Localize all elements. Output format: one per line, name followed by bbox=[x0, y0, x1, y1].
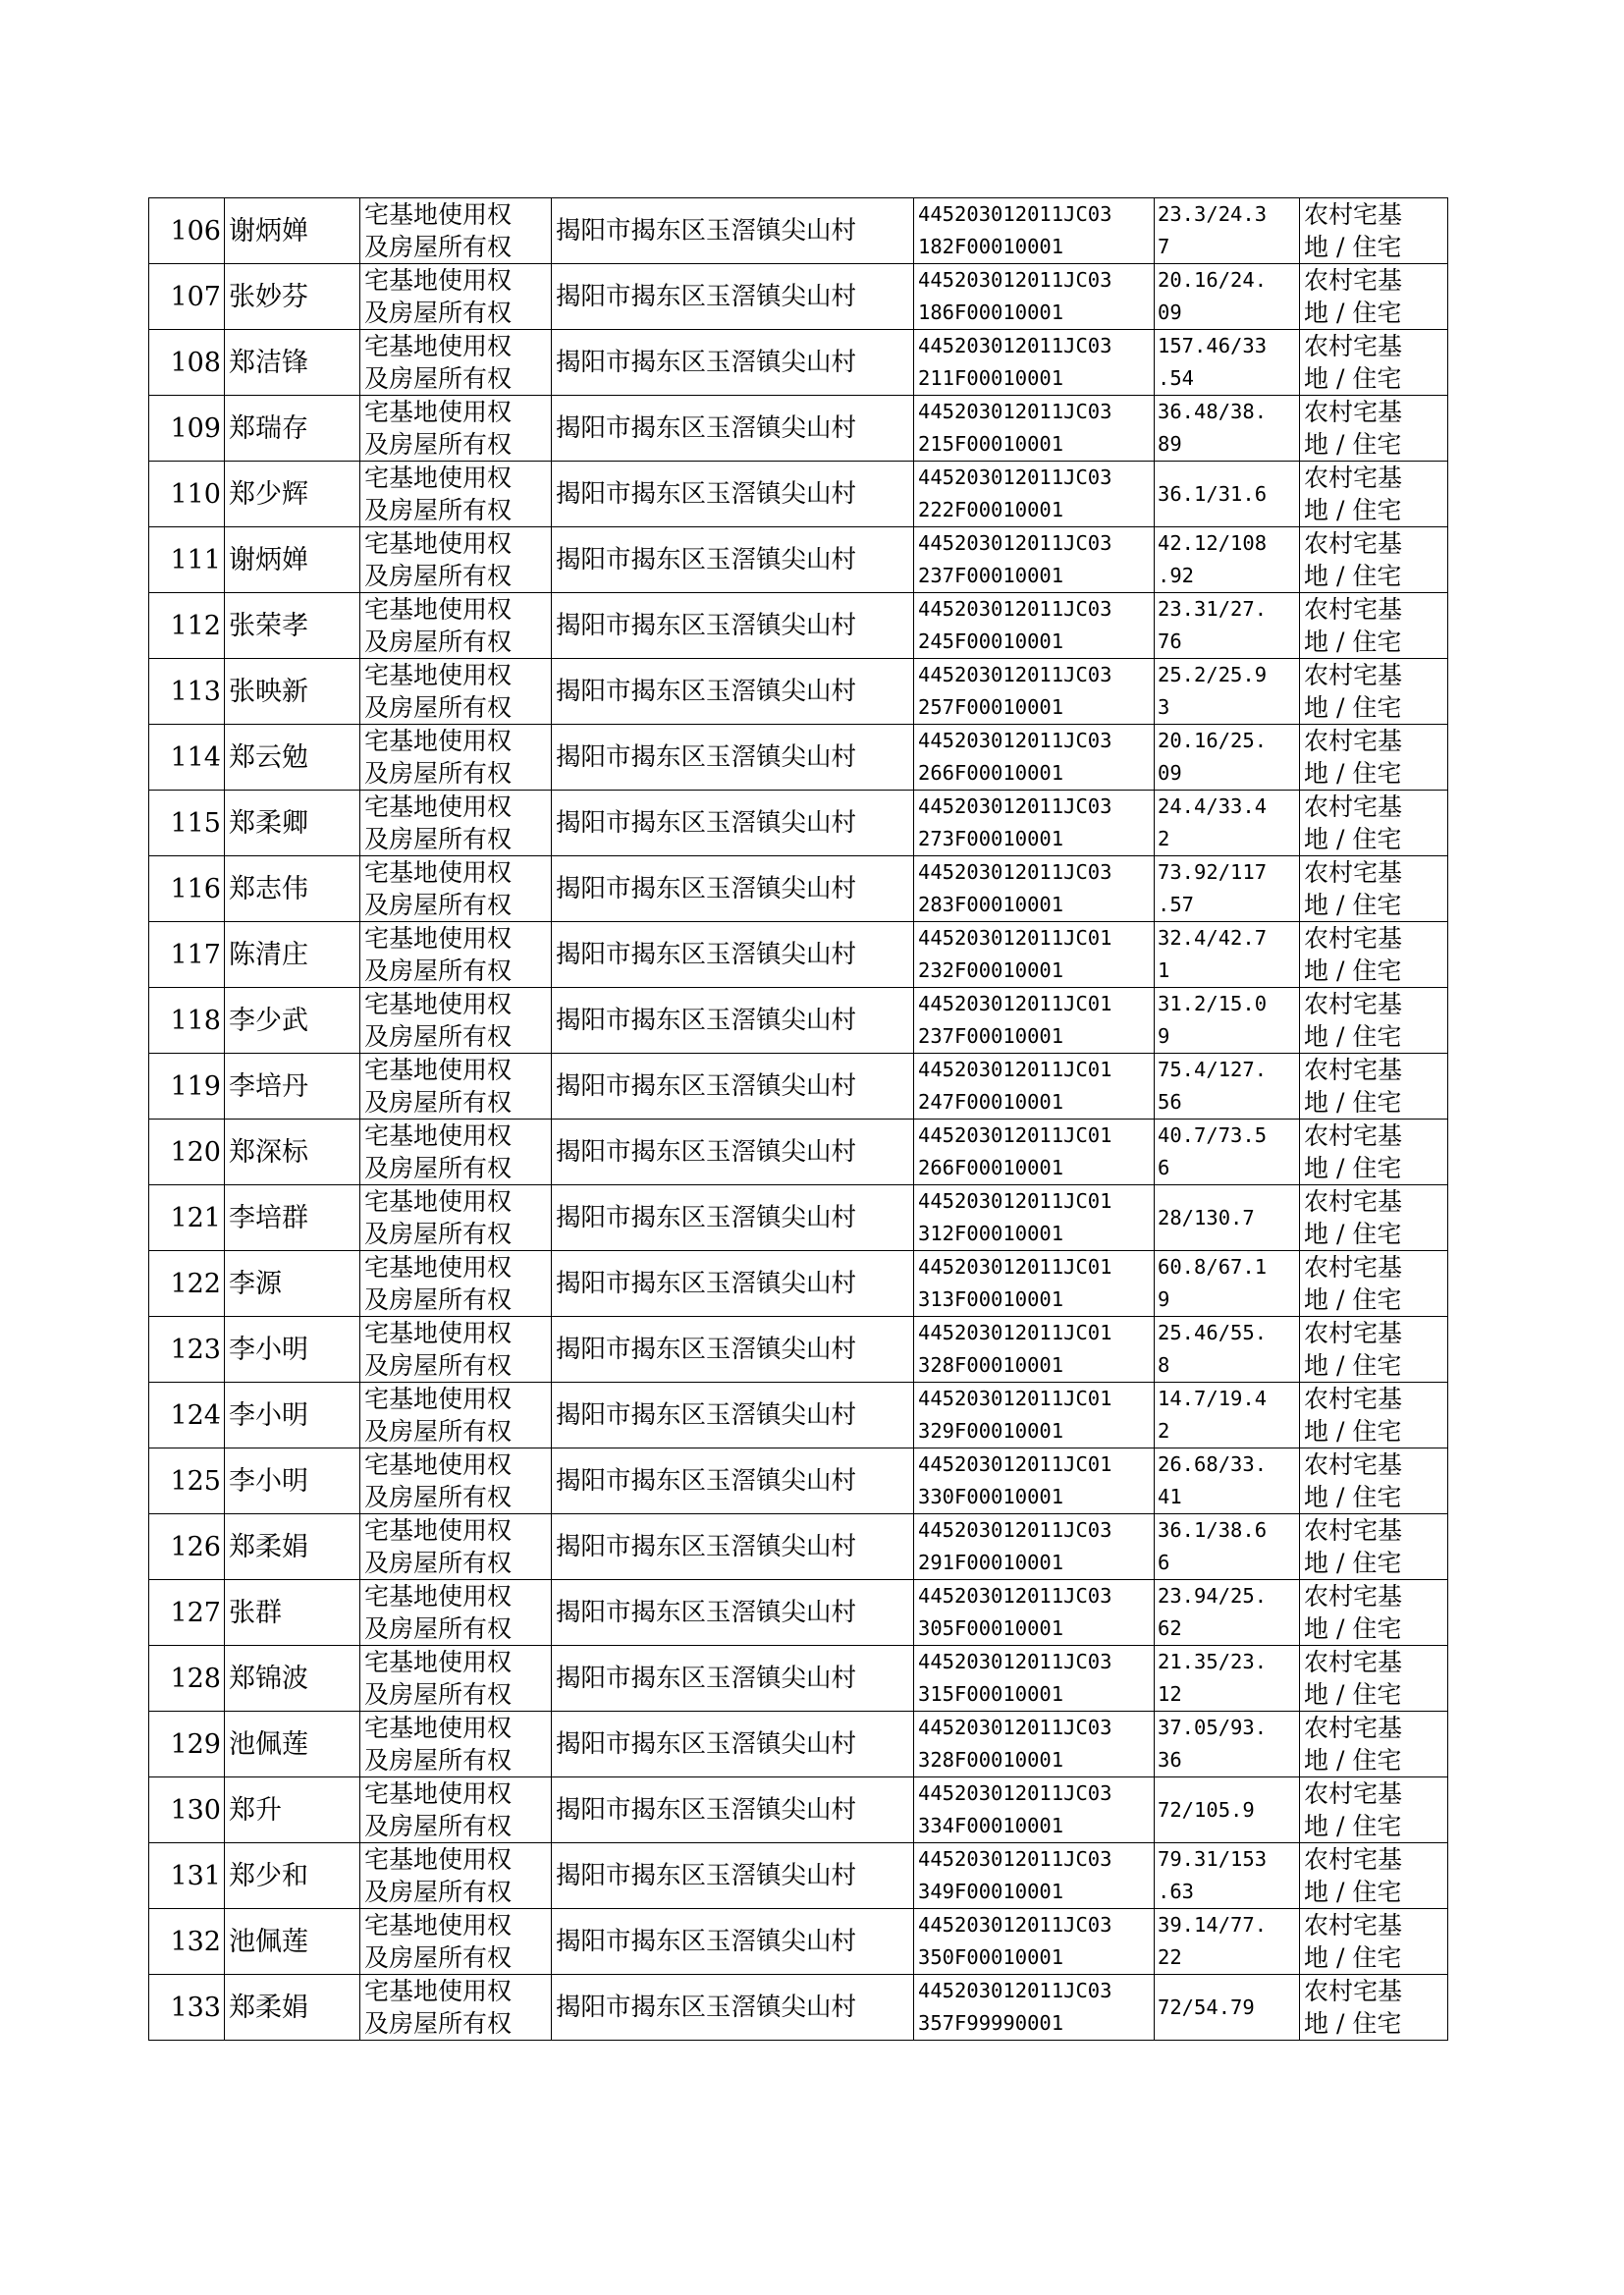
area-cell: 72/54.79 bbox=[1155, 1975, 1300, 2041]
right-type-cell: 宅基地使用权 及房屋所有权 bbox=[360, 1120, 552, 1185]
land-use-cell: 农村宅基 地 / 住宅 bbox=[1300, 1646, 1448, 1712]
row-number-cell: 117 bbox=[149, 922, 225, 988]
right-type-cell: 宅基地使用权 及房屋所有权 bbox=[360, 659, 552, 725]
location-cell: 揭阳市揭东区玉滘镇尖山村 bbox=[552, 791, 914, 856]
right-type-cell: 宅基地使用权 及房屋所有权 bbox=[360, 1317, 552, 1383]
land-use-cell: 农村宅基 地 / 住宅 bbox=[1300, 1120, 1448, 1185]
owner-name-cell: 谢炳婵 bbox=[225, 527, 360, 593]
right-type-cell: 宅基地使用权 及房屋所有权 bbox=[360, 1054, 552, 1120]
row-number-cell: 125 bbox=[149, 1448, 225, 1514]
property-code-cell: 445203012011JC03 237F00010001 bbox=[914, 527, 1155, 593]
owner-name-cell: 李源 bbox=[225, 1251, 360, 1317]
right-type-cell: 宅基地使用权 及房屋所有权 bbox=[360, 988, 552, 1054]
row-number-cell: 108 bbox=[149, 330, 225, 396]
row-number-cell: 109 bbox=[149, 396, 225, 462]
row-number-cell: 116 bbox=[149, 856, 225, 922]
area-cell: 25.46/55. 8 bbox=[1155, 1317, 1300, 1383]
row-number-cell: 131 bbox=[149, 1843, 225, 1909]
location-cell: 揭阳市揭东区玉滘镇尖山村 bbox=[552, 198, 914, 264]
table-row bbox=[149, 659, 1448, 725]
owner-name-cell: 张映新 bbox=[225, 659, 360, 725]
property-code-cell: 445203012011JC03 273F00010001 bbox=[914, 791, 1155, 856]
owner-name-cell: 郑洁锋 bbox=[225, 330, 360, 396]
owner-name-cell: 李培丹 bbox=[225, 1054, 360, 1120]
location-cell: 揭阳市揭东区玉滘镇尖山村 bbox=[552, 725, 914, 791]
location-cell: 揭阳市揭东区玉滘镇尖山村 bbox=[552, 593, 914, 659]
property-code-cell: 445203012011JC03 257F00010001 bbox=[914, 659, 1155, 725]
right-type-cell: 宅基地使用权 及房屋所有权 bbox=[360, 791, 552, 856]
property-code-cell: 445203012011JC03 328F00010001 bbox=[914, 1712, 1155, 1777]
land-use-cell: 农村宅基 地 / 住宅 bbox=[1300, 1843, 1448, 1909]
location-cell: 揭阳市揭东区玉滘镇尖山村 bbox=[552, 922, 914, 988]
area-cell: 32.4/42.7 1 bbox=[1155, 922, 1300, 988]
property-code-cell: 445203012011JC03 186F00010001 bbox=[914, 264, 1155, 330]
location-cell: 揭阳市揭东区玉滘镇尖山村 bbox=[552, 1185, 914, 1251]
table-row bbox=[149, 1383, 1448, 1448]
location-cell: 揭阳市揭东区玉滘镇尖山村 bbox=[552, 462, 914, 527]
row-number-cell: 133 bbox=[149, 1975, 225, 2041]
land-use-cell: 农村宅基 地 / 住宅 bbox=[1300, 1448, 1448, 1514]
land-use-cell: 农村宅基 地 / 住宅 bbox=[1300, 1712, 1448, 1777]
owner-name-cell: 郑少和 bbox=[225, 1843, 360, 1909]
table-row bbox=[149, 1448, 1448, 1514]
area-cell: 36.48/38. 89 bbox=[1155, 396, 1300, 462]
property-code-cell: 445203012011JC03 211F00010001 bbox=[914, 330, 1155, 396]
land-use-cell: 农村宅基 地 / 住宅 bbox=[1300, 527, 1448, 593]
property-code-cell: 445203012011JC03 334F00010001 bbox=[914, 1777, 1155, 1843]
property-code-cell: 445203012011JC01 232F00010001 bbox=[914, 922, 1155, 988]
land-use-cell: 农村宅基 地 / 住宅 bbox=[1300, 791, 1448, 856]
table-row bbox=[149, 1712, 1448, 1777]
area-cell: 40.7/73.5 6 bbox=[1155, 1120, 1300, 1185]
row-number-cell: 106 bbox=[149, 198, 225, 264]
land-use-cell: 农村宅基 地 / 住宅 bbox=[1300, 1975, 1448, 2041]
location-cell: 揭阳市揭东区玉滘镇尖山村 bbox=[552, 1251, 914, 1317]
right-type-cell: 宅基地使用权 及房屋所有权 bbox=[360, 1909, 552, 1975]
right-type-cell: 宅基地使用权 及房屋所有权 bbox=[360, 1383, 552, 1448]
row-number-cell: 132 bbox=[149, 1909, 225, 1975]
location-cell: 揭阳市揭东区玉滘镇尖山村 bbox=[552, 1777, 914, 1843]
property-code-cell: 445203012011JC03 315F00010001 bbox=[914, 1646, 1155, 1712]
right-type-cell: 宅基地使用权 及房屋所有权 bbox=[360, 462, 552, 527]
row-number-cell: 130 bbox=[149, 1777, 225, 1843]
registry-table bbox=[148, 197, 1448, 2041]
location-cell: 揭阳市揭东区玉滘镇尖山村 bbox=[552, 1120, 914, 1185]
owner-name-cell: 谢炳婵 bbox=[225, 198, 360, 264]
property-code-cell: 445203012011JC03 349F00010001 bbox=[914, 1843, 1155, 1909]
owner-name-cell: 郑云勉 bbox=[225, 725, 360, 791]
area-cell: 36.1/31.6 bbox=[1155, 462, 1300, 527]
right-type-cell: 宅基地使用权 及房屋所有权 bbox=[360, 198, 552, 264]
land-use-cell: 农村宅基 地 / 住宅 bbox=[1300, 330, 1448, 396]
area-cell: 39.14/77. 22 bbox=[1155, 1909, 1300, 1975]
table-row bbox=[149, 856, 1448, 922]
land-use-cell: 农村宅基 地 / 住宅 bbox=[1300, 922, 1448, 988]
area-cell: 73.92/117 .57 bbox=[1155, 856, 1300, 922]
owner-name-cell: 郑瑞存 bbox=[225, 396, 360, 462]
land-use-cell: 农村宅基 地 / 住宅 bbox=[1300, 462, 1448, 527]
area-cell: 42.12/108 .92 bbox=[1155, 527, 1300, 593]
right-type-cell: 宅基地使用权 及房屋所有权 bbox=[360, 1712, 552, 1777]
table-row bbox=[149, 1580, 1448, 1646]
right-type-cell: 宅基地使用权 及房屋所有权 bbox=[360, 1185, 552, 1251]
area-cell: 75.4/127. 56 bbox=[1155, 1054, 1300, 1120]
row-number-cell: 129 bbox=[149, 1712, 225, 1777]
area-cell: 72/105.9 bbox=[1155, 1777, 1300, 1843]
table-row bbox=[149, 1975, 1448, 2041]
right-type-cell: 宅基地使用权 及房屋所有权 bbox=[360, 264, 552, 330]
area-cell: 21.35/23. 12 bbox=[1155, 1646, 1300, 1712]
land-use-cell: 农村宅基 地 / 住宅 bbox=[1300, 1909, 1448, 1975]
table-row bbox=[149, 1317, 1448, 1383]
table-row bbox=[149, 264, 1448, 330]
area-cell: 25.2/25.9 3 bbox=[1155, 659, 1300, 725]
land-use-cell: 农村宅基 地 / 住宅 bbox=[1300, 988, 1448, 1054]
property-code-cell: 445203012011JC01 312F00010001 bbox=[914, 1185, 1155, 1251]
right-type-cell: 宅基地使用权 及房屋所有权 bbox=[360, 856, 552, 922]
property-code-cell: 445203012011JC03 215F00010001 bbox=[914, 396, 1155, 462]
property-code-cell: 445203012011JC03 357F99990001 bbox=[914, 1975, 1155, 2041]
right-type-cell: 宅基地使用权 及房屋所有权 bbox=[360, 725, 552, 791]
right-type-cell: 宅基地使用权 及房屋所有权 bbox=[360, 1777, 552, 1843]
land-use-cell: 农村宅基 地 / 住宅 bbox=[1300, 1317, 1448, 1383]
land-use-cell: 农村宅基 地 / 住宅 bbox=[1300, 1054, 1448, 1120]
owner-name-cell: 李培群 bbox=[225, 1185, 360, 1251]
location-cell: 揭阳市揭东区玉滘镇尖山村 bbox=[552, 1383, 914, 1448]
area-cell: 60.8/67.1 9 bbox=[1155, 1251, 1300, 1317]
area-cell: 79.31/153 .63 bbox=[1155, 1843, 1300, 1909]
table-row bbox=[149, 988, 1448, 1054]
location-cell: 揭阳市揭东区玉滘镇尖山村 bbox=[552, 1909, 914, 1975]
property-code-cell: 445203012011JC01 329F00010001 bbox=[914, 1383, 1155, 1448]
row-number-cell: 118 bbox=[149, 988, 225, 1054]
owner-name-cell: 陈清庄 bbox=[225, 922, 360, 988]
owner-name-cell: 郑柔娟 bbox=[225, 1514, 360, 1580]
row-number-cell: 126 bbox=[149, 1514, 225, 1580]
area-cell: 20.16/25. 09 bbox=[1155, 725, 1300, 791]
table-row bbox=[149, 922, 1448, 988]
location-cell: 揭阳市揭东区玉滘镇尖山村 bbox=[552, 1317, 914, 1383]
location-cell: 揭阳市揭东区玉滘镇尖山村 bbox=[552, 1448, 914, 1514]
area-cell: 14.7/19.4 2 bbox=[1155, 1383, 1300, 1448]
owner-name-cell: 郑深标 bbox=[225, 1120, 360, 1185]
owner-name-cell: 郑少辉 bbox=[225, 462, 360, 527]
area-cell: 37.05/93. 36 bbox=[1155, 1712, 1300, 1777]
area-cell: 23.3/24.3 7 bbox=[1155, 198, 1300, 264]
row-number-cell: 127 bbox=[149, 1580, 225, 1646]
owner-name-cell: 郑柔娟 bbox=[225, 1975, 360, 2041]
table-row bbox=[149, 1120, 1448, 1185]
right-type-cell: 宅基地使用权 及房屋所有权 bbox=[360, 1448, 552, 1514]
right-type-cell: 宅基地使用权 及房屋所有权 bbox=[360, 1646, 552, 1712]
table-row bbox=[149, 1251, 1448, 1317]
area-cell: 157.46/33 .54 bbox=[1155, 330, 1300, 396]
owner-name-cell: 池佩莲 bbox=[225, 1712, 360, 1777]
property-code-cell: 445203012011JC01 237F00010001 bbox=[914, 988, 1155, 1054]
row-number-cell: 119 bbox=[149, 1054, 225, 1120]
row-number-cell: 124 bbox=[149, 1383, 225, 1448]
property-code-cell: 445203012011JC03 305F00010001 bbox=[914, 1580, 1155, 1646]
area-cell: 24.4/33.4 2 bbox=[1155, 791, 1300, 856]
property-code-cell: 445203012011JC01 266F00010001 bbox=[914, 1120, 1155, 1185]
property-code-cell: 445203012011JC03 222F00010001 bbox=[914, 462, 1155, 527]
owner-name-cell: 郑锦波 bbox=[225, 1646, 360, 1712]
location-cell: 揭阳市揭东区玉滘镇尖山村 bbox=[552, 856, 914, 922]
owner-name-cell: 李小明 bbox=[225, 1448, 360, 1514]
table-row bbox=[149, 1514, 1448, 1580]
land-use-cell: 农村宅基 地 / 住宅 bbox=[1300, 1514, 1448, 1580]
location-cell: 揭阳市揭东区玉滘镇尖山村 bbox=[552, 330, 914, 396]
row-number-cell: 122 bbox=[149, 1251, 225, 1317]
table-row bbox=[149, 330, 1448, 396]
location-cell: 揭阳市揭东区玉滘镇尖山村 bbox=[552, 396, 914, 462]
land-use-cell: 农村宅基 地 / 住宅 bbox=[1300, 593, 1448, 659]
right-type-cell: 宅基地使用权 及房屋所有权 bbox=[360, 1975, 552, 2041]
table-row bbox=[149, 1909, 1448, 1975]
row-number-cell: 128 bbox=[149, 1646, 225, 1712]
land-use-cell: 农村宅基 地 / 住宅 bbox=[1300, 1777, 1448, 1843]
area-cell: 28/130.7 bbox=[1155, 1185, 1300, 1251]
location-cell: 揭阳市揭东区玉滘镇尖山村 bbox=[552, 1975, 914, 2041]
land-use-cell: 农村宅基 地 / 住宅 bbox=[1300, 264, 1448, 330]
area-cell: 26.68/33. 41 bbox=[1155, 1448, 1300, 1514]
area-cell: 36.1/38.6 6 bbox=[1155, 1514, 1300, 1580]
property-code-cell: 445203012011JC03 266F00010001 bbox=[914, 725, 1155, 791]
table-row bbox=[149, 396, 1448, 462]
owner-name-cell: 郑柔卿 bbox=[225, 791, 360, 856]
property-code-cell: 445203012011JC03 291F00010001 bbox=[914, 1514, 1155, 1580]
location-cell: 揭阳市揭东区玉滘镇尖山村 bbox=[552, 1054, 914, 1120]
owner-name-cell: 李少武 bbox=[225, 988, 360, 1054]
area-cell: 23.31/27. 76 bbox=[1155, 593, 1300, 659]
location-cell: 揭阳市揭东区玉滘镇尖山村 bbox=[552, 527, 914, 593]
right-type-cell: 宅基地使用权 及房屋所有权 bbox=[360, 593, 552, 659]
land-use-cell: 农村宅基 地 / 住宅 bbox=[1300, 1580, 1448, 1646]
registry-table-body bbox=[149, 198, 1448, 2041]
owner-name-cell: 李小明 bbox=[225, 1383, 360, 1448]
property-code-cell: 445203012011JC01 247F00010001 bbox=[914, 1054, 1155, 1120]
row-number-cell: 120 bbox=[149, 1120, 225, 1185]
table-row bbox=[149, 1185, 1448, 1251]
location-cell: 揭阳市揭东区玉滘镇尖山村 bbox=[552, 1514, 914, 1580]
owner-name-cell: 李小明 bbox=[225, 1317, 360, 1383]
land-use-cell: 农村宅基 地 / 住宅 bbox=[1300, 1383, 1448, 1448]
right-type-cell: 宅基地使用权 及房屋所有权 bbox=[360, 1251, 552, 1317]
table-row bbox=[149, 1646, 1448, 1712]
right-type-cell: 宅基地使用权 及房屋所有权 bbox=[360, 1580, 552, 1646]
right-type-cell: 宅基地使用权 及房屋所有权 bbox=[360, 1514, 552, 1580]
location-cell: 揭阳市揭东区玉滘镇尖山村 bbox=[552, 1712, 914, 1777]
property-code-cell: 445203012011JC03 182F00010001 bbox=[914, 198, 1155, 264]
owner-name-cell: 郑升 bbox=[225, 1777, 360, 1843]
land-use-cell: 农村宅基 地 / 住宅 bbox=[1300, 659, 1448, 725]
land-use-cell: 农村宅基 地 / 住宅 bbox=[1300, 1251, 1448, 1317]
land-use-cell: 农村宅基 地 / 住宅 bbox=[1300, 856, 1448, 922]
row-number-cell: 121 bbox=[149, 1185, 225, 1251]
land-use-cell: 农村宅基 地 / 住宅 bbox=[1300, 396, 1448, 462]
owner-name-cell: 张群 bbox=[225, 1580, 360, 1646]
table-row bbox=[149, 1777, 1448, 1843]
location-cell: 揭阳市揭东区玉滘镇尖山村 bbox=[552, 264, 914, 330]
property-code-cell: 445203012011JC03 350F00010001 bbox=[914, 1909, 1155, 1975]
land-use-cell: 农村宅基 地 / 住宅 bbox=[1300, 1185, 1448, 1251]
table-row bbox=[149, 791, 1448, 856]
owner-name-cell: 池佩莲 bbox=[225, 1909, 360, 1975]
right-type-cell: 宅基地使用权 及房屋所有权 bbox=[360, 1843, 552, 1909]
property-code-cell: 445203012011JC03 245F00010001 bbox=[914, 593, 1155, 659]
row-number-cell: 110 bbox=[149, 462, 225, 527]
right-type-cell: 宅基地使用权 及房屋所有权 bbox=[360, 527, 552, 593]
right-type-cell: 宅基地使用权 及房屋所有权 bbox=[360, 396, 552, 462]
owner-name-cell: 张荣孝 bbox=[225, 593, 360, 659]
location-cell: 揭阳市揭东区玉滘镇尖山村 bbox=[552, 1580, 914, 1646]
location-cell: 揭阳市揭东区玉滘镇尖山村 bbox=[552, 1646, 914, 1712]
table-row bbox=[149, 1054, 1448, 1120]
property-code-cell: 445203012011JC03 283F00010001 bbox=[914, 856, 1155, 922]
owner-name-cell: 郑志伟 bbox=[225, 856, 360, 922]
row-number-cell: 115 bbox=[149, 791, 225, 856]
land-use-cell: 农村宅基 地 / 住宅 bbox=[1300, 725, 1448, 791]
right-type-cell: 宅基地使用权 及房屋所有权 bbox=[360, 330, 552, 396]
land-use-cell: 农村宅基 地 / 住宅 bbox=[1300, 198, 1448, 264]
table-row bbox=[149, 593, 1448, 659]
area-cell: 23.94/25. 62 bbox=[1155, 1580, 1300, 1646]
location-cell: 揭阳市揭东区玉滘镇尖山村 bbox=[552, 659, 914, 725]
owner-name-cell: 张妙芬 bbox=[225, 264, 360, 330]
row-number-cell: 111 bbox=[149, 527, 225, 593]
table-row bbox=[149, 462, 1448, 527]
table-row bbox=[149, 527, 1448, 593]
table-row bbox=[149, 198, 1448, 264]
property-code-cell: 445203012011JC01 330F00010001 bbox=[914, 1448, 1155, 1514]
property-code-cell: 445203012011JC01 328F00010001 bbox=[914, 1317, 1155, 1383]
row-number-cell: 112 bbox=[149, 593, 225, 659]
location-cell: 揭阳市揭东区玉滘镇尖山村 bbox=[552, 1843, 914, 1909]
right-type-cell: 宅基地使用权 及房屋所有权 bbox=[360, 922, 552, 988]
area-cell: 20.16/24. 09 bbox=[1155, 264, 1300, 330]
row-number-cell: 107 bbox=[149, 264, 225, 330]
location-cell: 揭阳市揭东区玉滘镇尖山村 bbox=[552, 988, 914, 1054]
area-cell: 31.2/15.0 9 bbox=[1155, 988, 1300, 1054]
row-number-cell: 123 bbox=[149, 1317, 225, 1383]
table-row bbox=[149, 725, 1448, 791]
row-number-cell: 114 bbox=[149, 725, 225, 791]
table-row bbox=[149, 1843, 1448, 1909]
property-code-cell: 445203012011JC01 313F00010001 bbox=[914, 1251, 1155, 1317]
row-number-cell: 113 bbox=[149, 659, 225, 725]
